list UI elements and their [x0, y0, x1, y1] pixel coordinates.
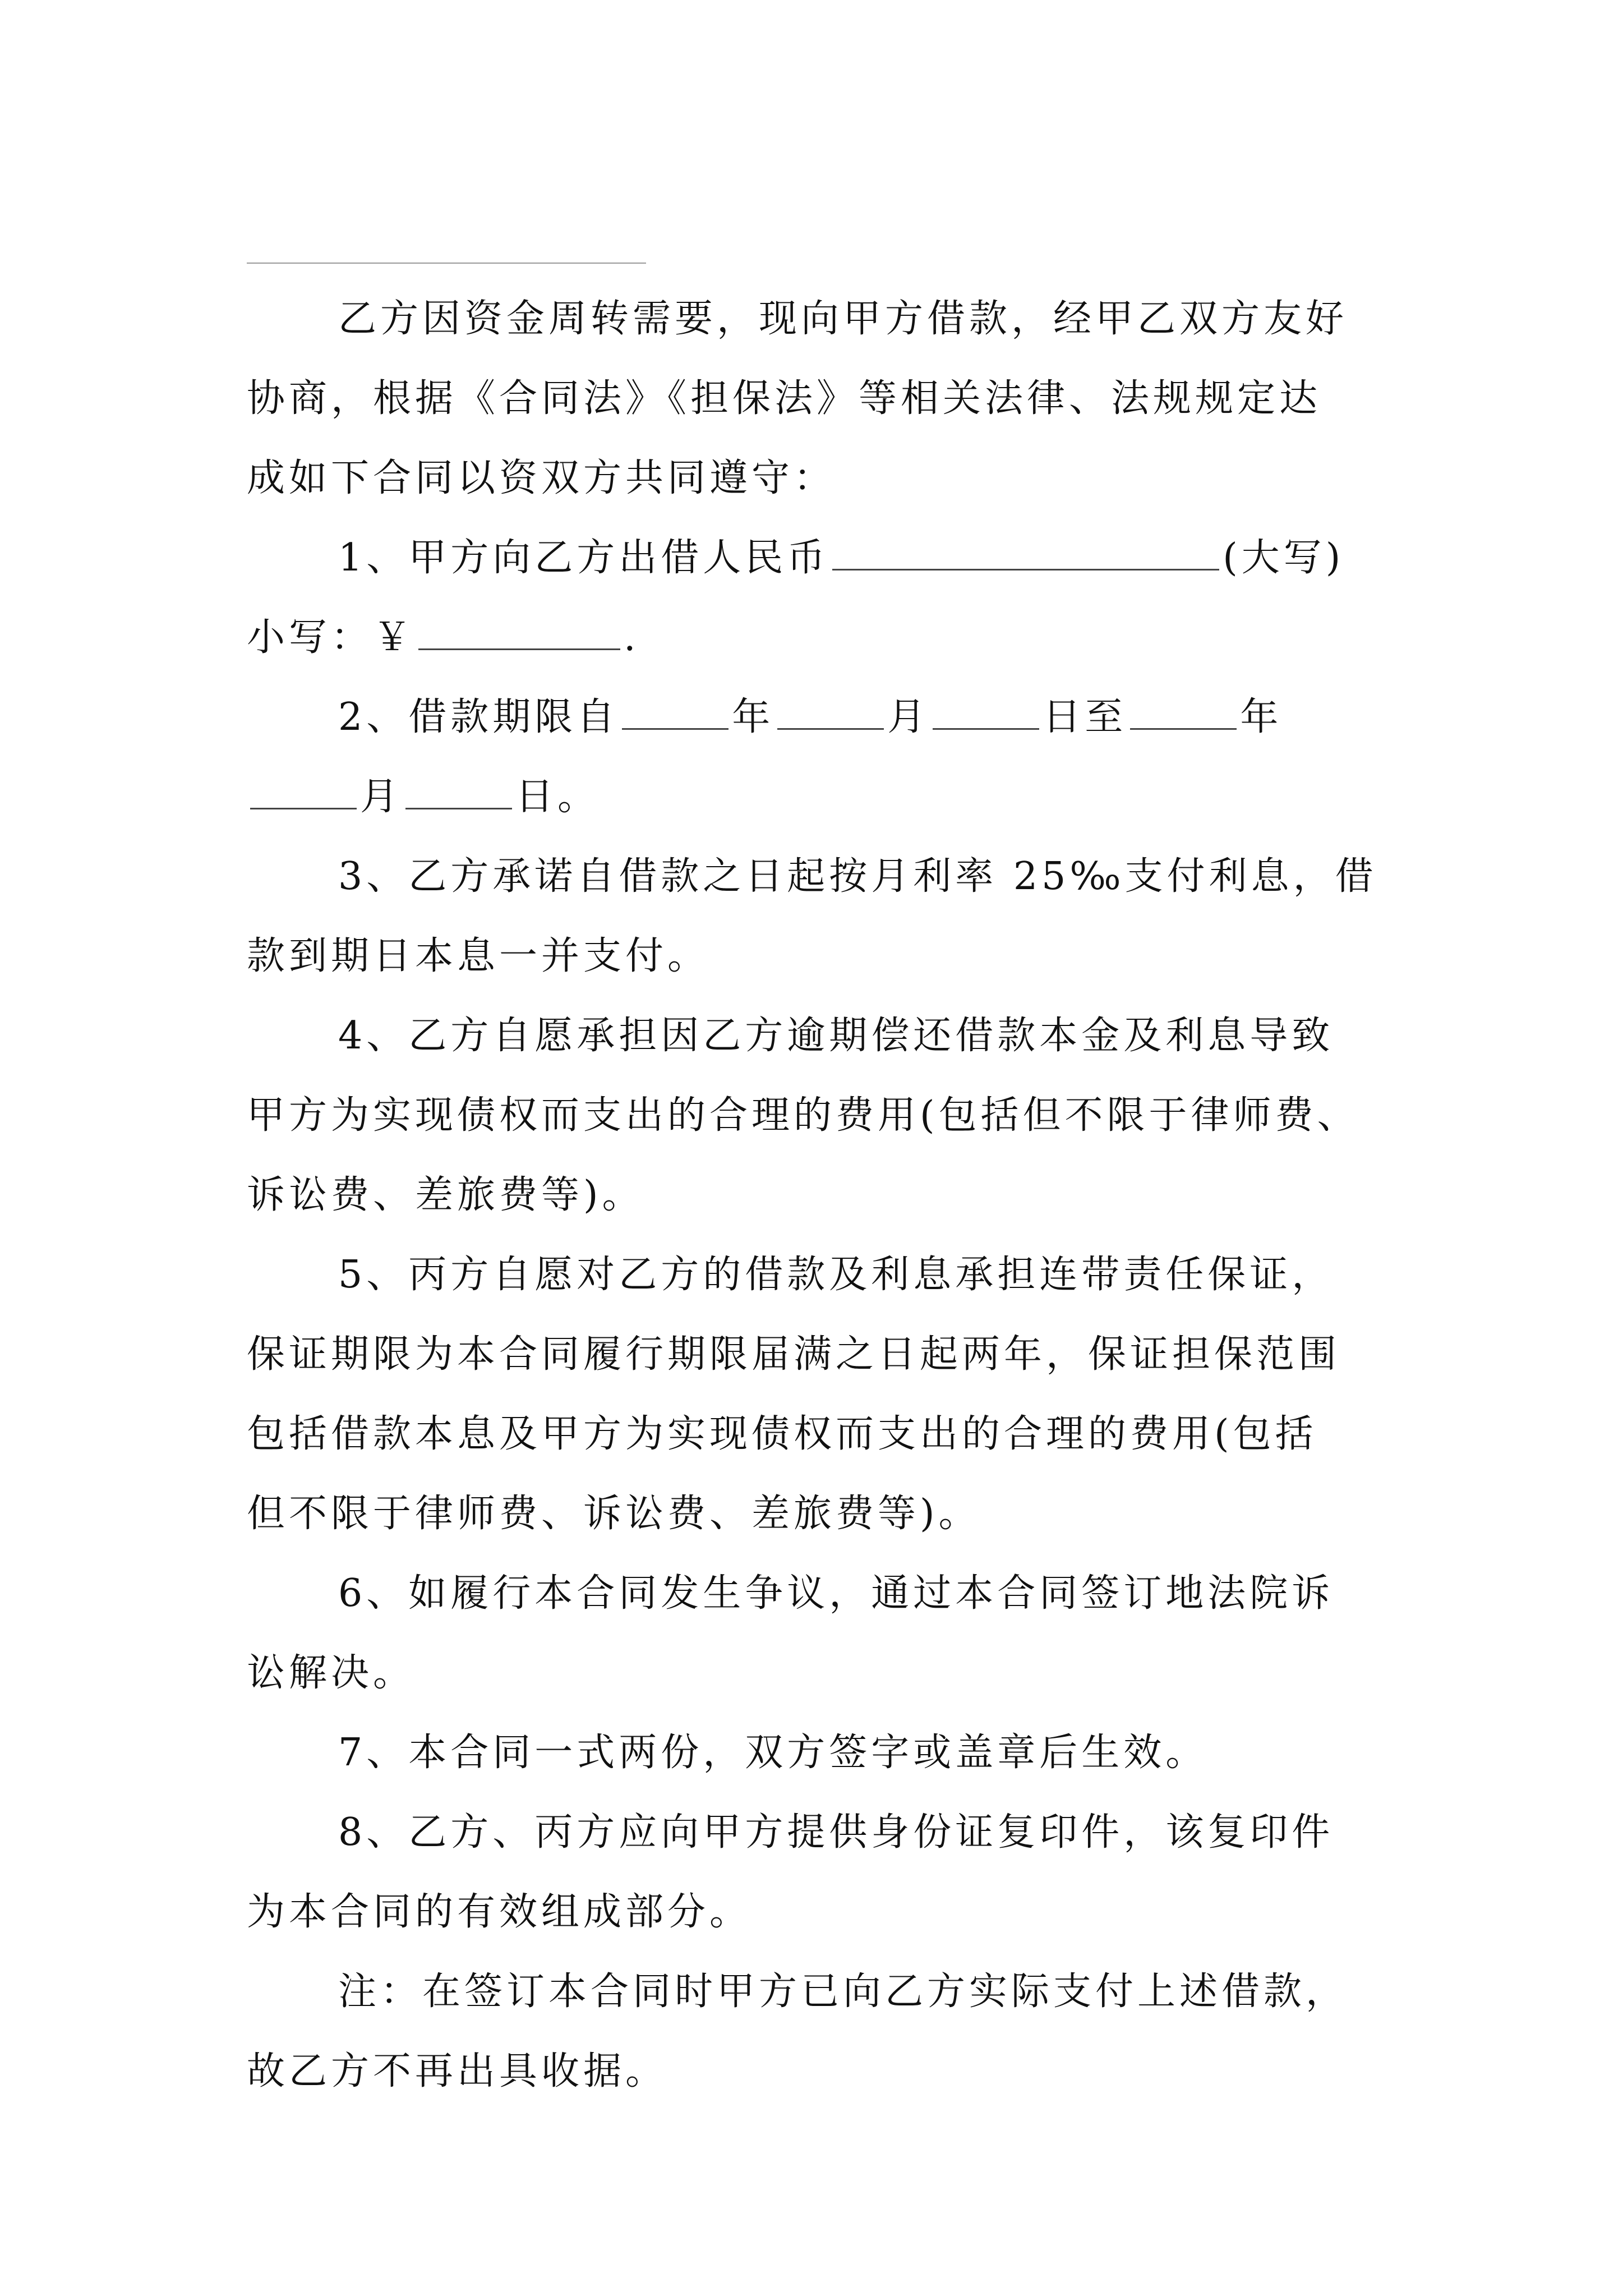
top-divider — [247, 263, 646, 264]
clause-3: 3、乙方承诺自借款之日起按月利率 25‰支付利息，借 款到期日本息一并支付。 — [247, 854, 1377, 978]
amount-lowercase-label: 小写：￥ — [247, 615, 416, 660]
end-year-blank[interactable] — [1130, 696, 1237, 730]
start-day-to-label: 日至 — [1043, 695, 1127, 739]
amount-lowercase-blank[interactable] — [418, 616, 620, 650]
clause-8: 8、乙方、丙方应向甲方提供身份证复印件，该复印件 为本合同的有效组成部分。 — [247, 1810, 1334, 1934]
start-day-blank[interactable] — [933, 696, 1039, 730]
contract-body — [247, 279, 1385, 2111]
end-month-blank[interactable] — [250, 775, 357, 809]
start-month-blank[interactable] — [777, 696, 884, 730]
start-year-blank[interactable] — [622, 696, 728, 730]
end-month-label: 月 — [360, 775, 403, 819]
clause-5: 5、丙方自愿对乙方的借款及利息承担连带责任保证， 保证期限为本合同履行期限届满之日起两年，保证担保范围 包括借款本息及甲方为实现债权而支出的合理的费用(包括 但不限于律师费、诉讼费、差旅费等)。 — [247, 1253, 1341, 1536]
clause-2 — [247, 678, 1385, 837]
clause-2-prefix: 2、借款期限自 — [338, 695, 619, 739]
intro-paragraph: 乙方因资金周转需要，现向甲方借款，经甲乙双方友好 协商，根据《合同法》《担保法》等相关法律、法规规定达 成如下合同以资双方共同遵守： — [247, 297, 1348, 500]
clause-1-suffix: (大写) — [1223, 536, 1345, 580]
end-year-label: 年 — [1240, 695, 1283, 739]
amount-lowercase-end: . — [624, 615, 640, 660]
clause-1 — [247, 518, 1385, 678]
clause-6: 6、如履行本合同发生争议，通过本合同签订地法院诉 讼解决。 — [247, 1571, 1334, 1695]
clause-1-prefix: 1、甲方向乙方出借人民币 — [338, 536, 829, 580]
start-year-label: 年 — [732, 695, 774, 739]
end-day-blank[interactable] — [405, 775, 512, 809]
note-paragraph: 注：在签订本合同时甲方已向乙方实际支付上述借款， 故乙方不再出具收据。 — [247, 1970, 1348, 2093]
clause-4: 4、乙方自愿承担因乙方逾期偿还借款本金及利息导致 甲方为实现债权而支出的合理的费用(包括但不限于律师费、 诉讼费、差旅费等)。 — [247, 1014, 1359, 1217]
end-day-label: 日。 — [515, 775, 600, 819]
clause-7: 7、本合同一式两份，双方签字或盖章后生效。 — [338, 1731, 1208, 1775]
amount-uppercase-blank[interactable] — [832, 536, 1219, 570]
start-month-label: 月 — [887, 695, 930, 739]
